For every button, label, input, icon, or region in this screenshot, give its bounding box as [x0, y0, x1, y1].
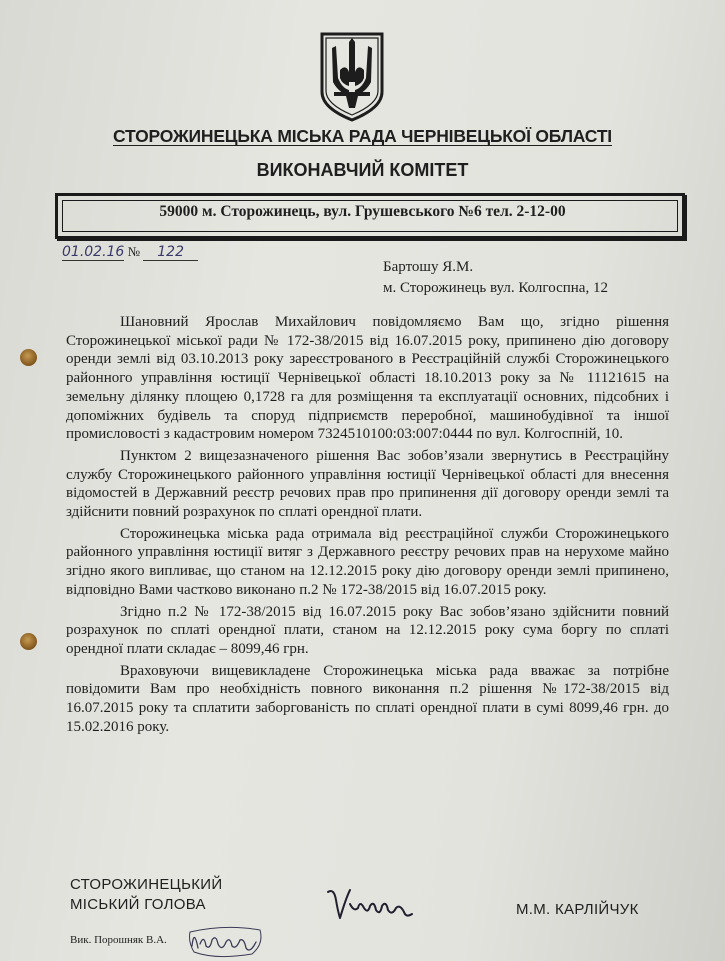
executor-initials — [186, 920, 266, 960]
letter-body — [66, 313, 669, 739]
recipient-block — [383, 257, 608, 299]
position-line2: МІСЬКИЙ ГОЛОВА — [70, 896, 206, 913]
paragraph: Пунктом 2 вищезазначеного рішення Вас зобов’язали звернутись в Реєстраційну службу Сторожинецького районного управління юстиції Чернівецької області для внесення відомостей в Державний реєстр речових прав про припинення дії договору оренди землі та здійснити повний розрахунок по сплаті орендної плати. — [66, 447, 669, 521]
paragraph: Враховуючи вищевикладене Сторожинецька міська рада вважає за потрібне повідомити Вам про необхідність повного виконання п.2 рішення №172-38/2015 від 16.07.2015 року та сплатити заборгованість по сплаті орендної плати в сумі 8099,46 грн. до 15.02.2016 року. — [66, 662, 669, 735]
committee-name: ВИКОНАВЧИЙ КОМІТЕТ — [256, 160, 469, 180]
council-address: 59000 м. Сторожинець, вул. Грушевського №6 тел. 2-12-00 — [159, 203, 566, 220]
punch-hole-bottom — [20, 633, 37, 650]
paragraph: Згідно п.2 № 172-38/2015 від 16.07.2015 року Вас зобов’язано здійснити повний розрахунок по сплаті орендної плати, станом на 12.12.2015 року сума боргу по сплаті орендної плати складає – 8099,46 грн. — [66, 603, 669, 657]
handwritten-signature — [320, 878, 416, 926]
punch-hole-top — [20, 349, 37, 366]
council-name: СТОРОЖИНЕЦЬКА МІСЬКА РАДА ЧЕРНІВЕЦЬКОЇ ОБЛАСТІ — [113, 126, 612, 146]
signatory-name: М.М. КАРЛІЙЧУК — [516, 901, 639, 918]
signatory-position — [70, 875, 222, 915]
paragraph: Сторожинецька міська рада отримала від реєстраційної служби Сторожинецького районного управління юстиції витяг з Державного реєстру речових прав на нерухоме майно згідно якого випливає, що станом на 12.12.2015 року дію договору оренди землі припинено, відповідно Вами частково виконано п.2 № 172-38/2015 від 16.07.2015 року. — [66, 525, 669, 598]
recipient-address: м. Сторожинець вул. Колгоспна, 12 — [383, 280, 608, 296]
paragraph: Шановний Ярослав Михайлович повідомляємо Вам що, згідно рішення Сторожинецької міської ради № 172-38/2015 від 16.07.2015 року, припинено дію договору оренди землі від 03.10.2013 року зареєстрованого в Реєстраційній службі Сторожинецького районного управління юстиції Чернівецької області 18.10.2013 року за № 11121615 на земельну ділянку площею 0,1728 га для розміщення та експлуатації основних, підсобних і допоміжних будівель та споруд підприємств переробної, машинобудівної та іншої промисловості з кадастровим номером 7324510100:03:007:0444 по вул. Колгоспній, 10. — [66, 314, 669, 443]
recipient-name: Бартошу Я.М. — [383, 259, 474, 275]
outgoing-date: 01.02.16 — [62, 244, 125, 260]
number-label: № — [127, 244, 140, 259]
executor-name: Вик. Порошняк В.А. — [70, 934, 167, 946]
trident-emblem-icon — [318, 30, 386, 122]
outgoing-date-number — [62, 244, 198, 261]
position-line1: СТОРОЖИНЕЦЬКИЙ — [70, 876, 223, 893]
outgoing-number: 122 — [143, 244, 198, 261]
